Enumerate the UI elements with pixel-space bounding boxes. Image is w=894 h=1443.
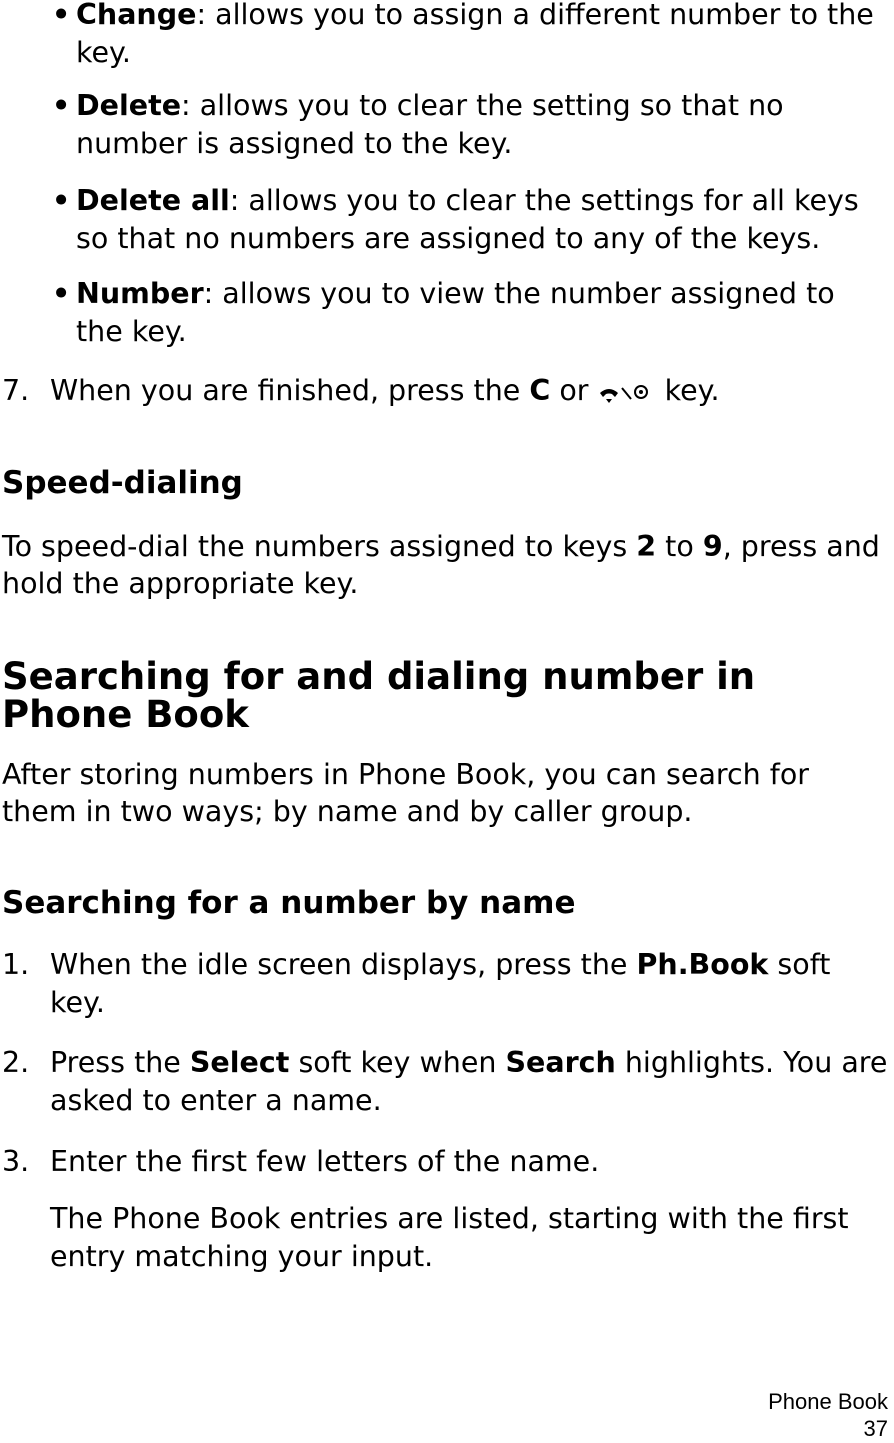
step-text-part: or	[550, 374, 598, 407]
bullet-term: Number	[76, 277, 204, 310]
step-number: 7.	[2, 374, 30, 407]
bullet-term: Delete	[76, 89, 182, 122]
bullet-desc: : allows you to clear the settings for all keys so that no numbers are assigned to any of the keys.	[76, 184, 859, 255]
bullet-change	[52, 0, 888, 72]
end-call-key-icon	[598, 380, 656, 404]
bullet-number	[52, 275, 888, 351]
bullet-desc: : allows you to assign a different number to the key.	[76, 0, 874, 69]
step-text-part: When the idle screen displays, press the	[50, 948, 637, 981]
step-number: 3.	[2, 1145, 30, 1178]
step-text-part: highlights. You are asked to enter a name.	[50, 1046, 888, 1117]
para-text: To speed-dial the numbers assigned to keys	[2, 530, 637, 563]
step-text-part: soft key.	[50, 948, 831, 1019]
step-text-part: key.	[655, 374, 720, 407]
step-text-part: Press the	[50, 1046, 190, 1079]
speed-dialing-heading: Speed-dialing	[2, 465, 243, 501]
step-2	[2, 1044, 888, 1120]
bullet-desc: : allows you to view the number assigned to the key.	[76, 277, 835, 348]
step-text	[50, 372, 888, 410]
bullet-text	[76, 87, 888, 163]
footer-section-name: Phone Book	[768, 1389, 888, 1414]
step-text	[50, 1044, 888, 1120]
step-number: 2.	[2, 1046, 30, 1079]
step-note-text: The Phone Book entries are listed, starting with the first entry matching your input.	[50, 1202, 849, 1273]
bullet-term: Change	[76, 0, 197, 31]
search-intro-paragraph: After storing numbers in Phone Book, you can search for them in two ways; by name and by caller group.	[2, 758, 809, 828]
page-footer	[768, 1388, 888, 1442]
step-text-part: soft key when	[289, 1046, 506, 1079]
step-3-note	[2, 1200, 888, 1276]
key-9-label: 9	[702, 530, 723, 563]
select-softkey-label: Select	[189, 1046, 290, 1079]
bullet-desc: : allows you to clear the setting so that no number is assigned to the key.	[76, 89, 784, 160]
speed-dialing-paragraph	[2, 528, 888, 602]
key-2-label: 2	[636, 530, 657, 563]
heading-line: Phone Book	[2, 693, 249, 736]
bullet-dot: •	[52, 0, 71, 31]
bullet-term: Delete all	[76, 184, 230, 217]
heading-line: Searching for and dialing number in	[2, 655, 756, 698]
step-text: Enter the first few letters of the name.	[50, 1145, 600, 1178]
para-text: , press and hold the appropriate key.	[2, 530, 880, 600]
step-text-part: When you are finished, press the	[50, 374, 530, 407]
bullet-text	[76, 0, 888, 72]
search-by-name-heading: Searching for a number by name	[2, 885, 576, 921]
para-text: to	[656, 530, 703, 563]
bullet-dot: •	[52, 89, 71, 122]
bullet-dot: •	[52, 184, 71, 217]
step-1	[2, 946, 888, 1022]
step-text	[50, 946, 888, 1022]
step-7	[2, 372, 888, 410]
bullet-delete	[52, 87, 888, 163]
page-number: 37	[863, 1416, 888, 1441]
search-section-heading	[2, 655, 888, 736]
phbook-softkey-label: Ph.Book	[636, 948, 769, 981]
bullet-dot: •	[52, 277, 71, 310]
search-option-label: Search	[505, 1046, 616, 1079]
c-key-label: C	[529, 374, 551, 407]
bullet-delete-all	[52, 182, 888, 258]
step-number: 1.	[2, 948, 30, 981]
bullet-text	[76, 275, 888, 351]
bullet-text	[76, 182, 888, 258]
step-3	[2, 1143, 888, 1181]
